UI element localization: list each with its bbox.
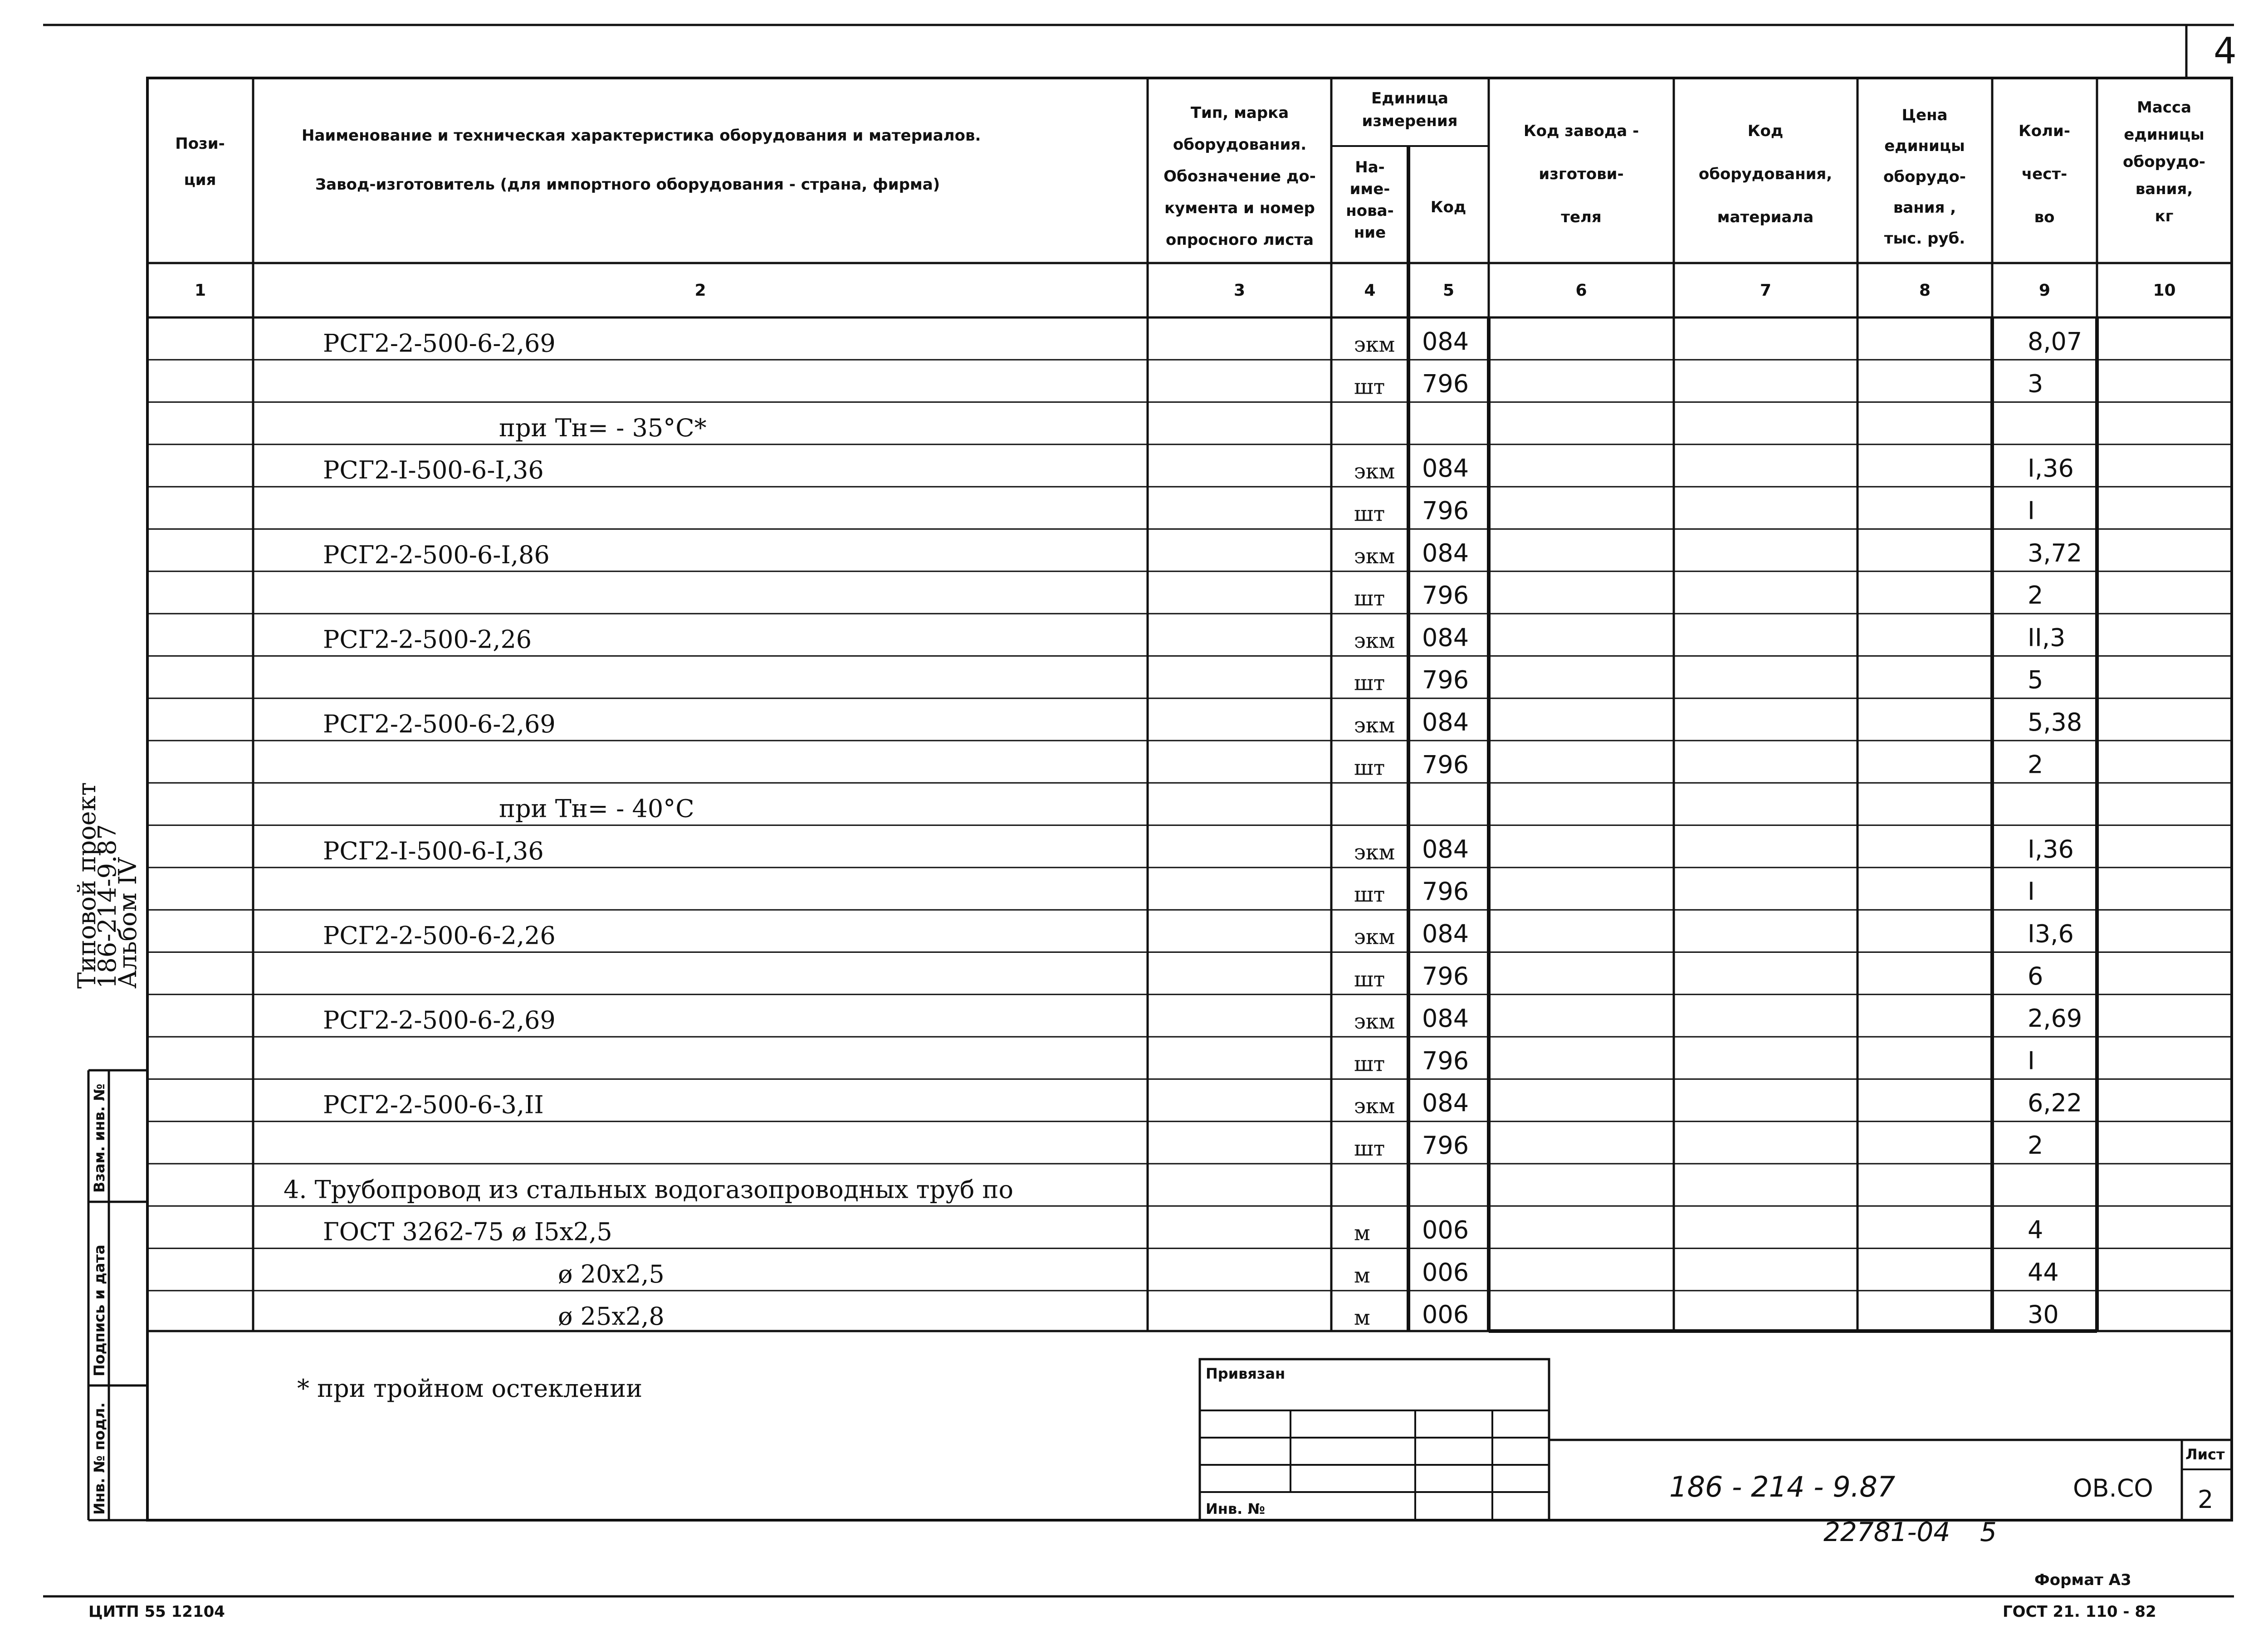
unit-name: экм — [1354, 332, 1395, 357]
header-unit-name: ние — [1354, 224, 1386, 242]
column-number: 4 — [1364, 281, 1376, 300]
unit-code: 084 — [1422, 1004, 1469, 1033]
unit-code: 796 — [1422, 877, 1469, 906]
unit-code: 796 — [1422, 1131, 1469, 1160]
quantity: 2 — [2028, 581, 2043, 610]
unit-name: экм — [1354, 459, 1395, 484]
item-name: РСГ2-I-500-6-I,36 — [323, 456, 544, 485]
table-row — [1354, 962, 2043, 991]
table-grid — [147, 78, 2232, 1331]
unit-name: шт — [1354, 755, 1385, 780]
header-unit: Единица — [1371, 89, 1448, 107]
column-number: 8 — [1919, 281, 1931, 300]
column-number: 5 — [1442, 281, 1455, 300]
header-unit-code: Код — [1430, 198, 1466, 216]
unit-name: шт — [1354, 670, 1385, 695]
column-number: 9 — [2038, 281, 2051, 300]
header-plant-code: Код завода - — [1523, 122, 1639, 140]
item-name: РСГ2-2-500-6-2,69 — [323, 1006, 556, 1035]
inv-no-label: Инв. № — [1206, 1500, 1265, 1517]
quantity: 3 — [2028, 369, 2043, 398]
item-name: ø 20х2,5 — [558, 1259, 665, 1288]
header-equipment-code: материала — [1717, 208, 1814, 226]
table-body — [284, 327, 2082, 1331]
header-type: Обозначение до- — [1163, 167, 1316, 185]
header-type: Тип, марка — [1190, 104, 1289, 122]
table-row — [499, 795, 694, 823]
quantity: I — [2028, 877, 2035, 906]
header-mass: кг — [2155, 207, 2174, 225]
item-name: РСГ2-2-500-6-2,69 — [323, 710, 556, 738]
column-number: 7 — [1760, 281, 1772, 300]
table-row — [323, 1089, 2082, 1119]
side-label-line: Типовой проект — [73, 782, 101, 989]
item-name: РСГ2-2-500-6-3,II — [323, 1090, 544, 1119]
document-code: 186 - 214 - 9.87 — [1669, 1470, 1896, 1503]
unit-code: 796 — [1422, 496, 1469, 525]
quantity: 5,38 — [2028, 708, 2082, 737]
table-row — [323, 623, 2065, 654]
header-price: Цена — [1901, 106, 1948, 124]
unit-name: шт — [1354, 882, 1385, 907]
unit-code: 084 — [1422, 327, 1469, 356]
header-unit: измерения — [1362, 112, 1458, 130]
header-quantity: во — [2034, 208, 2055, 226]
header-equipment-code: Код — [1747, 122, 1784, 140]
header-name-line2: Завод-изготовитель (для импортного оборудования - страна, фирма) — [315, 176, 940, 194]
unit-name: шт — [1354, 586, 1385, 611]
sheet-label: Лист — [2185, 1446, 2225, 1463]
unit-name: шт — [1354, 1051, 1385, 1076]
table-row — [1354, 877, 2035, 907]
header-price: тыс. руб. — [1884, 229, 1965, 248]
table-row — [284, 1175, 1013, 1204]
unit-name: м — [1354, 1305, 1370, 1330]
side-label-line: Альбом IV — [113, 857, 142, 989]
title-block — [1200, 1359, 2232, 1520]
citp-label: ЦИТП 55 12104 — [88, 1603, 225, 1621]
unit-code: 084 — [1422, 834, 1469, 863]
quantity: 6,22 — [2028, 1088, 2082, 1117]
header-position: Пози- — [175, 135, 225, 153]
footnote: * при тройном остеклении — [297, 1374, 643, 1403]
header-unit-name: На- — [1355, 158, 1385, 176]
unit-code: 084 — [1422, 1088, 1469, 1117]
header-type: опросного листа — [1165, 231, 1314, 249]
quantity: 2 — [2028, 750, 2043, 779]
item-name: при Тн= - 35°С* — [499, 413, 707, 442]
quantity: I,36 — [2028, 454, 2074, 483]
header-mass: Масса — [2136, 98, 2192, 117]
unit-name: экм — [1354, 543, 1395, 568]
page-number: 4 — [2214, 30, 2237, 72]
quantity: I — [2028, 1046, 2035, 1075]
quantity: II,3 — [2028, 623, 2066, 652]
table-row — [323, 1216, 2043, 1246]
unit-code: 796 — [1422, 369, 1469, 398]
table-row — [1354, 666, 2043, 695]
header-plant-code: теля — [1561, 208, 1602, 226]
unit-code: 006 — [1422, 1215, 1469, 1244]
header-price: единицы — [1884, 137, 1965, 155]
item-name: РСГ2-2-500-2,26 — [323, 625, 532, 654]
header-price: оборудо- — [1883, 168, 1966, 186]
table-row — [323, 835, 2074, 865]
header-price: вания , — [1893, 199, 1956, 217]
unit-code: 084 — [1422, 708, 1469, 737]
table-row — [499, 414, 707, 442]
quantity: 4 — [2028, 1215, 2043, 1244]
item-name: ГОСТ 3262-75 ø I5х2,5 — [323, 1217, 612, 1246]
unit-name: экм — [1354, 1009, 1395, 1034]
inventory-number: 22781-04 — [1823, 1517, 1950, 1547]
quantity: 6 — [2028, 961, 2043, 990]
quantity: 3,72 — [2028, 538, 2082, 567]
unit-name: экм — [1354, 1093, 1395, 1118]
header-unit-name: име- — [1349, 180, 1390, 198]
column-number: 1 — [194, 281, 206, 300]
quantity: 5 — [2028, 665, 2043, 694]
unit-code: 796 — [1422, 581, 1469, 610]
table-row — [1354, 1131, 2043, 1161]
table-header — [175, 89, 2205, 249]
unit-name: экм — [1354, 924, 1395, 949]
table-row — [323, 920, 2074, 950]
quantity: I — [2028, 496, 2035, 525]
quantity: I3,6 — [2028, 919, 2074, 948]
table-row — [323, 1004, 2082, 1034]
table-row — [323, 454, 2074, 484]
unit-code: 006 — [1422, 1258, 1469, 1287]
header-quantity: чест- — [2021, 165, 2068, 183]
unit-name: экм — [1354, 713, 1395, 737]
unit-name: шт — [1354, 966, 1385, 991]
unit-code: 796 — [1422, 1046, 1469, 1075]
format-label: Формат А3 — [2034, 1571, 2131, 1589]
quantity: 8,07 — [2028, 327, 2082, 356]
item-name: РСГ2-2-500-6-2,69 — [323, 329, 556, 358]
privyazan-label: Привязан — [1206, 1365, 1286, 1382]
quantity: I,36 — [2028, 834, 2074, 863]
document-mark: ОВ.СО — [2073, 1474, 2153, 1502]
gost-label: ГОСТ 21. 110 - 82 — [2003, 1603, 2156, 1621]
column-number: 3 — [1233, 281, 1246, 300]
table-row — [1354, 1046, 2035, 1076]
item-name: 4. Трубопровод из стальных водогазопроводных труб по — [284, 1175, 1014, 1204]
table-row — [558, 1300, 2059, 1331]
table-row — [1354, 750, 2043, 780]
header-plant-code: изготови- — [1539, 165, 1624, 183]
quantity: 30 — [2028, 1300, 2059, 1329]
sheet-number: 2 — [2198, 1485, 2214, 1514]
side-project-label — [73, 782, 142, 989]
header-equipment-code: оборудования, — [1698, 165, 1833, 183]
side-stamp-label: Взам. инв. № — [91, 1083, 108, 1193]
table-row — [558, 1258, 2059, 1288]
table-row — [1354, 581, 2043, 610]
quantity: 2,69 — [2028, 1004, 2082, 1033]
unit-name: экм — [1354, 628, 1395, 653]
unit-code: 084 — [1422, 919, 1469, 948]
header-mass: единицы — [2124, 126, 2204, 144]
unit-name: экм — [1354, 839, 1395, 864]
unit-name: м — [1354, 1220, 1370, 1245]
side-stamps — [91, 1083, 108, 1515]
table-row — [323, 327, 2082, 357]
unit-name: м — [1354, 1263, 1370, 1288]
header-mass: оборудо- — [2123, 153, 2205, 171]
side-stamp-label: Подпись и дата — [91, 1244, 108, 1376]
column-number: 6 — [1575, 281, 1587, 300]
quantity: 44 — [2028, 1258, 2059, 1287]
unit-code: 084 — [1422, 538, 1469, 567]
unit-code: 796 — [1422, 961, 1469, 990]
header-position: ция — [184, 171, 216, 189]
table-row — [1354, 370, 2043, 399]
unit-code: 006 — [1422, 1300, 1469, 1329]
item-name: РСГ2-I-500-6-I,36 — [323, 836, 544, 865]
unit-name: шт — [1354, 374, 1385, 399]
table-row — [1354, 497, 2035, 526]
unit-code: 796 — [1422, 750, 1469, 779]
item-name: РСГ2-2-500-6-2,26 — [323, 921, 556, 950]
unit-code: 796 — [1422, 665, 1469, 694]
header-type: кумента и номер — [1164, 199, 1315, 217]
unit-name: шт — [1354, 1136, 1385, 1161]
header-mass: вания, — [2135, 180, 2193, 198]
inventory-sheet: 5 — [1980, 1517, 1997, 1547]
header-unit-name: нова- — [1346, 202, 1394, 220]
side-stamp-label: Инв. № подл. — [91, 1402, 108, 1515]
item-name: РСГ2-2-500-6-I,86 — [323, 540, 550, 569]
quantity: 2 — [2028, 1131, 2043, 1160]
side-label-line: 186-214-9.87 — [93, 824, 122, 989]
unit-name: шт — [1354, 501, 1385, 526]
column-number: 2 — [694, 281, 706, 300]
column-numbers — [195, 281, 2176, 300]
table-row — [323, 539, 2082, 569]
table-row — [323, 708, 2082, 738]
item-name: при Тн= - 40°С — [499, 794, 694, 823]
header-type: оборудования. — [1173, 136, 1307, 154]
unit-code: 084 — [1422, 454, 1469, 483]
header-name-line1: Наименование и техническая характеристика оборудования и материалов. — [302, 127, 981, 145]
unit-code: 084 — [1422, 623, 1469, 652]
column-number: 10 — [2153, 281, 2176, 300]
item-name: ø 25х2,8 — [558, 1302, 665, 1331]
header-quantity: Коли- — [2019, 122, 2070, 140]
